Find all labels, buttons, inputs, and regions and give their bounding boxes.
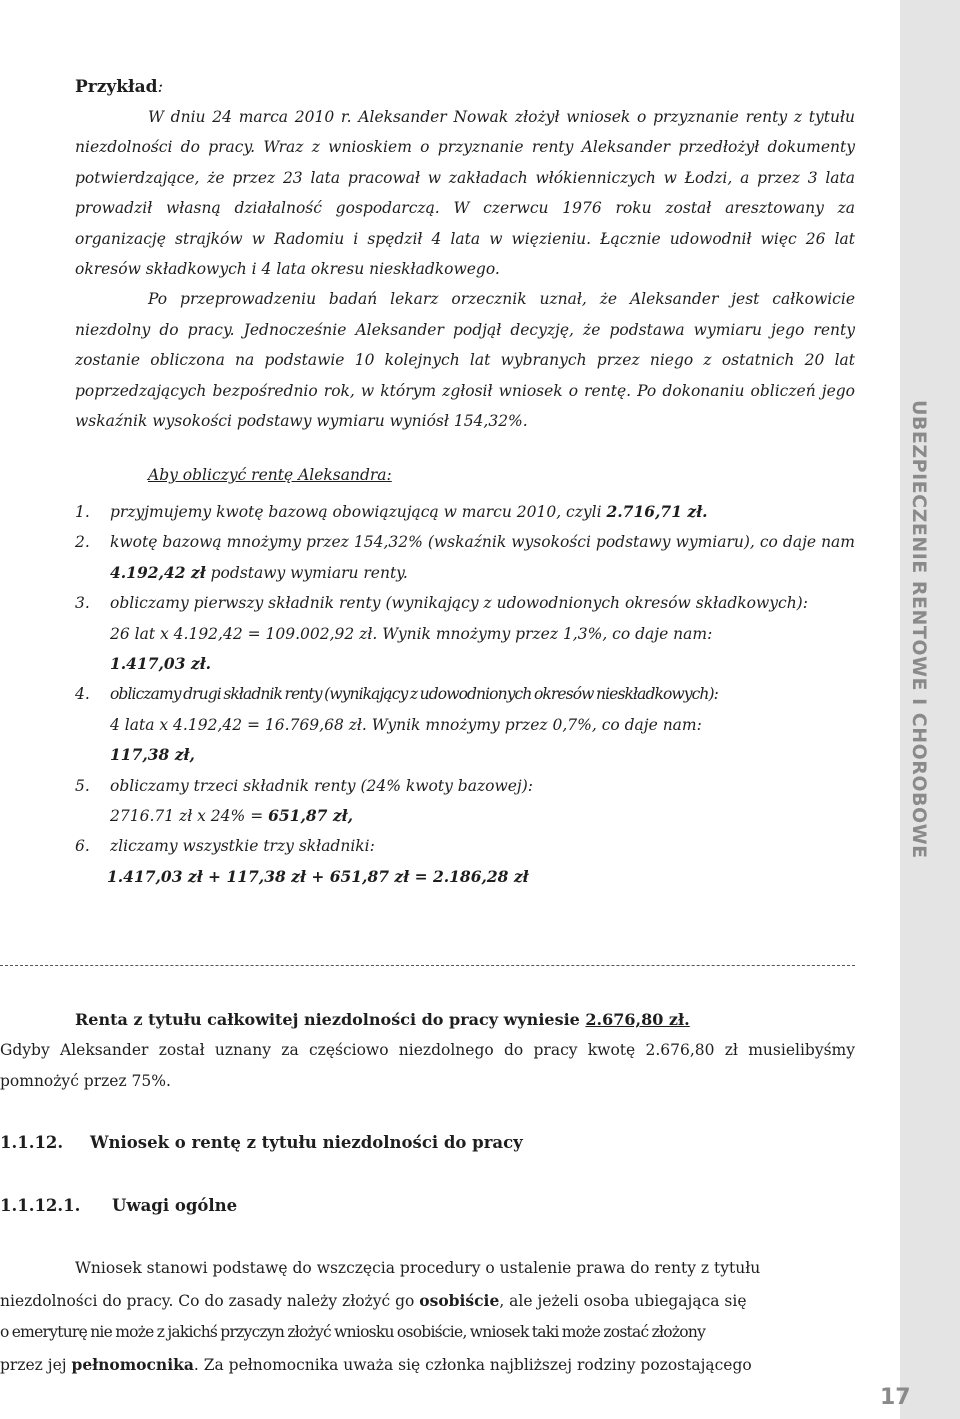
step-calculation-text: 2716.71 zł x 24% =	[110, 806, 269, 825]
step-number: 2.	[75, 533, 90, 552]
step-calculation: 4 lata x 4.192,42 = 16.769,68 zł. Wynik mnożymy przez 0,7%, co daje nam:	[110, 715, 702, 734]
example-heading	[75, 72, 855, 102]
calc-step	[75, 771, 855, 832]
step-amount: 4.192,42 zł	[110, 562, 206, 582]
remarks-text: niezdolności do pracy. Co do zasady należy złożyć go	[0, 1291, 420, 1310]
example-paragraph-1: W dniu 24 marca 2010 r. Aleksander Nowak złożył wniosek o przyznanie renty z tytułu niezdolności do pracy. Wraz z wnioskiem o przyznanie renty Aleksander przedłożył dokumenty potwierdzające, że przez 23 lata pracował w zakładach włókienniczych w Łodzi, a przez 3 lata prowadził własną działalność gospodarczą. W czerwcu 1976 roku został aresztowany za organizację strajków w Radomiu i spędził 4 lata w więzieniu. Łącznie udowodnił więc 26 lat okresów składkowych i 4 lata okresu nieskładkowego.	[75, 108, 855, 279]
section-heading-1-1-12	[0, 1133, 523, 1152]
section-number: 1.1.12.1.	[0, 1196, 81, 1215]
example-block	[75, 72, 855, 892]
step-text: przyjmujemy kwotę bazową obowiązującą w marcu 2010, czyli	[110, 502, 607, 521]
section-heading-1-1-12-1	[0, 1196, 237, 1215]
step-text: obliczamy pierwszy składnik renty (wynikający z udowodnionych okresów składkowych):	[110, 594, 808, 613]
result-text: Renta z tytułu całkowitej niezdolności do pracy wyniesie	[75, 1010, 586, 1029]
remarks-line	[0, 1285, 855, 1318]
remarks-text: , ale jeżeli osoba ubiegająca się	[499, 1291, 747, 1310]
step-text-after: podstawy wymiaru renty.	[205, 563, 408, 582]
step-body	[110, 588, 855, 679]
example-heading-text: Przykład	[75, 77, 158, 97]
step-text: obliczamy trzeci składnik renty (24% kwoty bazowej):	[110, 776, 533, 795]
general-remarks	[0, 1253, 855, 1381]
calc-step	[75, 527, 855, 588]
example-heading-colon: :	[157, 77, 164, 97]
calc-step	[75, 831, 855, 861]
step-body	[110, 497, 855, 527]
calculation-intro: Aby obliczyć rentę Aleksandra:	[148, 466, 392, 485]
step-number: 3.	[75, 594, 90, 613]
step-calculation	[110, 801, 855, 831]
step-amount: 2.716,71 zł.	[606, 501, 708, 521]
sidebar-title: UBEZPIECZENIE RENTOWE I CHOROBOWE	[908, 400, 930, 859]
calculation-steps	[75, 497, 855, 862]
step-amount: 1.417,03 zł.	[110, 653, 212, 673]
step-number: 4.	[75, 685, 90, 704]
step-body	[110, 679, 855, 770]
section-number: 1.1.12.	[0, 1133, 64, 1152]
step-body	[110, 527, 855, 588]
step-body	[110, 831, 855, 861]
dashed-divider	[0, 965, 855, 966]
step-number: 6.	[75, 837, 90, 856]
step-calculation: 26 lat x 4.192,42 = 109.002,92 zł. Wynik mnożymy przez 1,3%, co daje nam:	[110, 624, 713, 643]
remarks-line: o emeryturę nie może z jakichś przyczyn złożyć wniosku osobiście, wniosek taki może zostać złożony	[0, 1323, 706, 1341]
calc-step	[75, 497, 855, 527]
step-text: kwotę bazową mnożymy przez 154,32% (wskaźnik wysokości podstawy wymiaru), co daje nam	[110, 533, 855, 552]
remarks-emphasis: osobiście	[419, 1290, 500, 1310]
step-amount: 651,87 zł,	[268, 805, 353, 825]
result-amount: 2.676,80 zł.	[585, 1010, 690, 1029]
section-title: Uwagi ogólne	[112, 1196, 238, 1215]
partial-incapacity-note: Gdyby Aleksander został uznany za częściowo niezdolnego do pracy kwotę 2.676,80 zł musielibyśmy pomnożyć przez 75%.	[0, 1041, 855, 1090]
calc-step	[75, 679, 855, 770]
step-body	[110, 771, 855, 832]
step-text: obliczamy drugi składnik renty (wynikający z udowodnionych okresów nieskładkowych):	[110, 685, 718, 704]
remarks-text: . Za pełnomocnika uważa się członka najbliższej rodziny pozostającego	[193, 1355, 752, 1374]
page-number: 17	[880, 1385, 911, 1410]
calc-step	[75, 588, 855, 679]
example-paragraph-2: Po przeprowadzeniu badań lekarz orzecznik uznał, że Aleksander jest całkowicie niezdolny do pracy. Jednocześnie Aleksander podjął decyzję, że podstawa wymiaru jego renty zostanie obliczona na podstawie 10 kolejnych lat wybranych przez niego z ostatnich 20 lat poprzedzających bezpośrednio rok, w którym zgłosił wniosek o rentę. Po dokonaniu obliczeń jego wskaźnik wysokości podstawy wymiaru wyniósł 154,32%.	[75, 290, 855, 431]
result-statement	[75, 1005, 855, 1035]
remarks-emphasis: pełnomocnika	[71, 1354, 194, 1374]
remarks-line	[0, 1349, 855, 1382]
remarks-text: przez jej	[0, 1355, 72, 1374]
step-amount: 117,38 zł,	[110, 745, 195, 765]
section-title: Wniosek o rentę z tytułu niezdolności do pracy	[90, 1133, 523, 1152]
step-text: zliczamy wszystkie trzy składniki:	[110, 837, 375, 856]
step-number: 1.	[75, 502, 90, 521]
step-number: 5.	[75, 776, 90, 795]
remarks-line: Wniosek stanowi podstawę do wszczęcia procedury o ustalenie prawa do renty z tytułu	[75, 1259, 761, 1277]
total-sum: 1.417,03 zł + 117,38 zł + 651,87 zł = 2.186,28 zł	[107, 866, 529, 886]
result-block	[0, 1005, 855, 1096]
